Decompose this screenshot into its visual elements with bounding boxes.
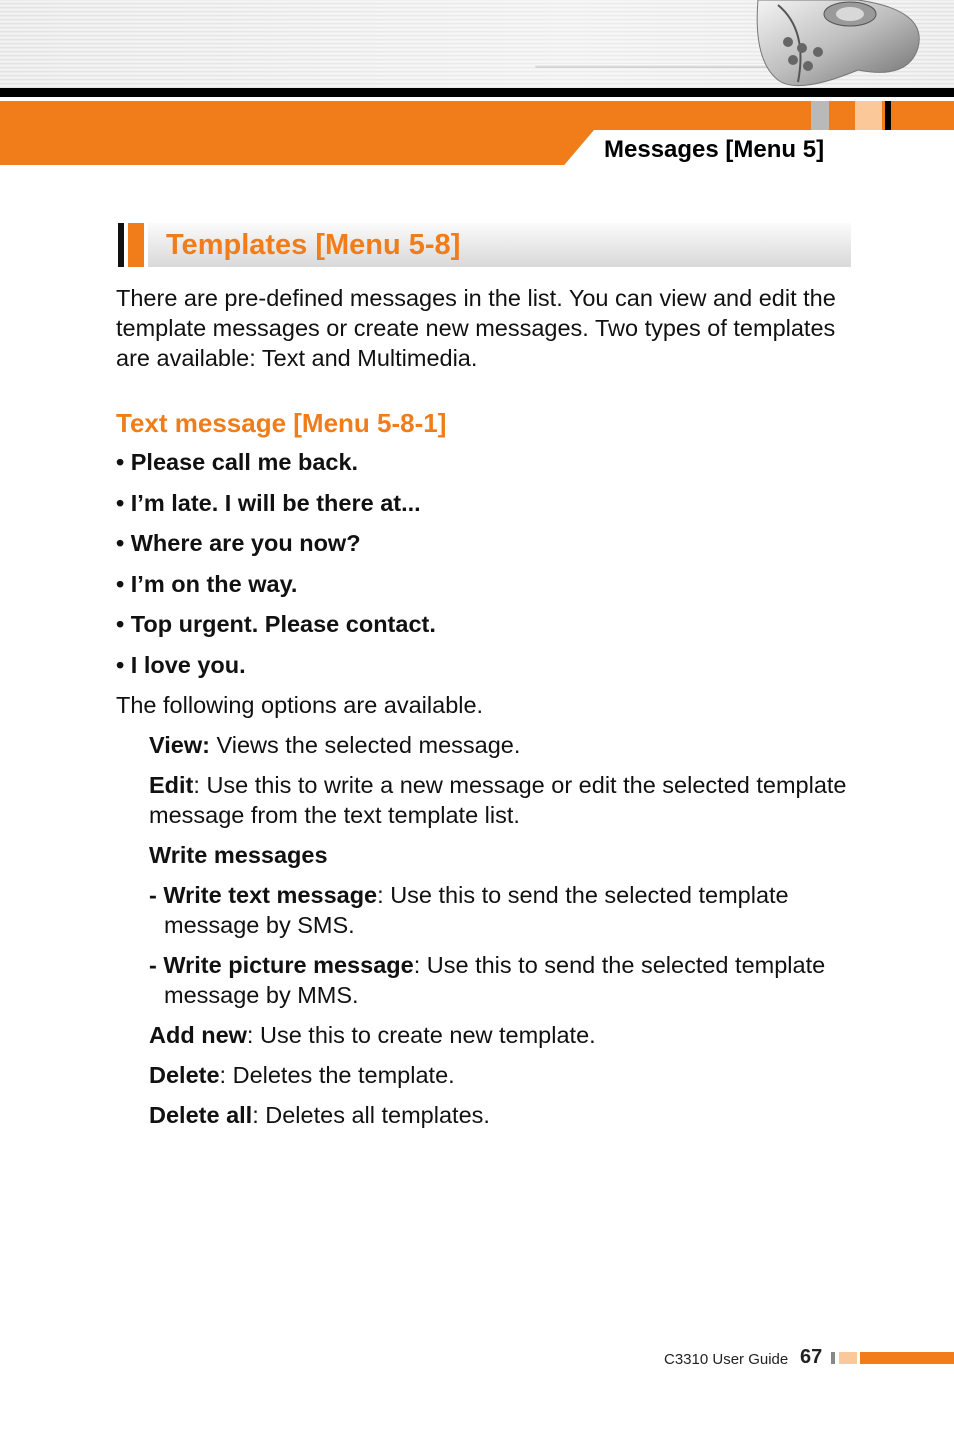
footer-block-gray xyxy=(831,1352,835,1364)
option-term: Delete all xyxy=(149,1102,253,1128)
list-item: • Please call me back. xyxy=(116,449,359,475)
header-block-orange xyxy=(833,101,851,130)
option-description: : Use this to write a new message or edit the selected template message from the text template list. xyxy=(149,772,847,828)
option-description: : Use this to send the selected template message by SMS. xyxy=(164,882,789,938)
list-item: • I’m on the way. xyxy=(116,570,298,597)
option-description: Views the selected message. xyxy=(209,732,521,758)
page-number: 67 xyxy=(800,1346,823,1368)
header-block-peach xyxy=(855,101,882,130)
title-marker-dark xyxy=(118,223,124,267)
option-add-new xyxy=(149,1020,856,1050)
option-delete-all xyxy=(149,1100,856,1130)
footer-block-peach xyxy=(839,1352,857,1364)
intro-paragraph: There are pre-defined messages in the list. You can view and edit the template messages or create new messages. Two types of templates are available: Text and Multimedia. xyxy=(116,285,836,371)
main-content xyxy=(116,283,856,1130)
option-edit xyxy=(149,770,856,830)
option-write-messages xyxy=(149,840,856,870)
page-title: Templates [Menu 5-8] xyxy=(166,229,461,261)
list-item: • Top urgent. Please contact. xyxy=(116,611,436,637)
subheading: Text message [Menu 5-8-1] xyxy=(116,408,447,438)
option-delete xyxy=(149,1060,856,1090)
option-description: : Use this to create new template. xyxy=(246,1022,596,1048)
list-item: • Where are you now? xyxy=(116,530,361,556)
template-list xyxy=(116,447,856,680)
option-write-text xyxy=(149,880,856,940)
list-item: • I love you. xyxy=(116,651,246,678)
option-term: View: xyxy=(149,732,210,758)
phone-image xyxy=(738,0,928,88)
option-write-picture xyxy=(149,950,856,1010)
option-term: Delete xyxy=(149,1062,220,1088)
option-term: Add new xyxy=(149,1022,247,1048)
section-label: Messages [Menu 5] xyxy=(604,136,825,163)
option-term: Write messages xyxy=(149,842,328,868)
footer-block-orange xyxy=(860,1352,954,1364)
title-marker-orange xyxy=(128,223,144,267)
header-block-gray xyxy=(811,101,829,130)
footer-guide-label: C3310 User Guide xyxy=(664,1351,789,1368)
option-description: : Use this to send the selected template message by MMS. xyxy=(164,952,826,1008)
options-intro: The following options are available. xyxy=(116,692,484,718)
option-term: - Write text message xyxy=(149,882,378,908)
option-description: : Deletes all templates. xyxy=(252,1102,490,1128)
option-term: Edit xyxy=(149,772,194,798)
list-item: • I’m late. I will be there at... xyxy=(116,489,421,516)
header-block-black xyxy=(885,101,891,130)
option-term: - Write picture message xyxy=(149,952,414,978)
option-description: : Deletes the template. xyxy=(219,1062,455,1088)
header-rule xyxy=(0,88,954,97)
option-view xyxy=(149,730,856,760)
title-bar xyxy=(118,223,851,267)
